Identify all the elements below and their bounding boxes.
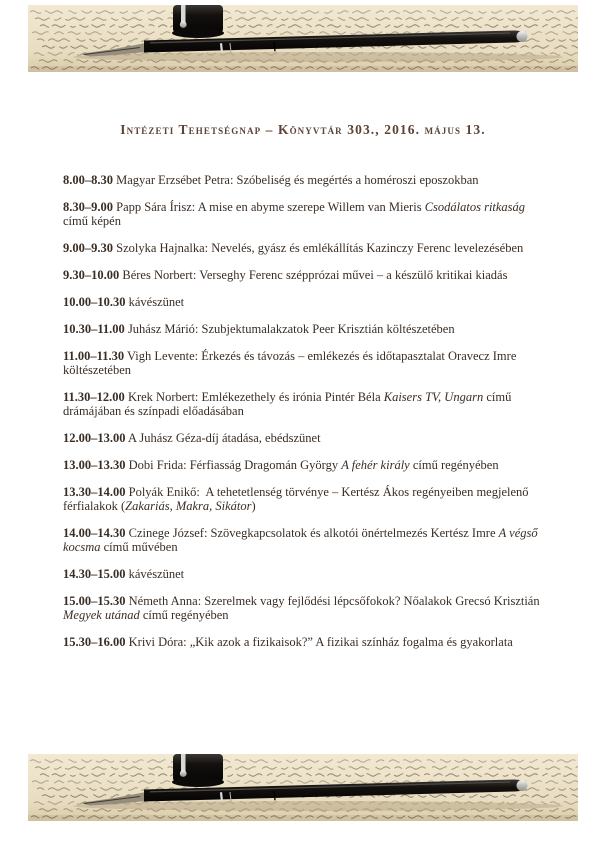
entry-text: Magyar Erzsébet Petra: Szóbeliség és megértés a homéroszi eposzokban (116, 173, 479, 187)
entry-time: 9.00–9.30 (63, 241, 113, 255)
entry-time: 14.00–14.30 (63, 526, 126, 540)
schedule-entry (63, 431, 543, 445)
schedule-entry (63, 349, 543, 377)
schedule-entry (63, 390, 543, 418)
entry-time: 10.00–10.30 (63, 295, 126, 309)
schedule-entry (63, 458, 543, 472)
entry-text: című regényében (409, 458, 499, 472)
entry-text: Kaisers TV, Ungarn (383, 390, 484, 404)
entry-text: A fehér király (341, 458, 410, 472)
entry-time: 15.30–16.00 (63, 635, 126, 649)
entry-time: 13.30–14.00 (63, 485, 126, 499)
entry-time: 10.30–11.00 (63, 322, 125, 336)
schedule-entry (63, 241, 543, 255)
entry-text: Polyák Enikő: A tehetetlenség törvénye – Kertész Ákos regényeiben megjelenő férfialakok ( (63, 485, 532, 513)
entry-text: Béres Norbert: Verseghy Ferenc szépprózai művei – a készülő kritikai kiadás (122, 268, 508, 282)
schedule-entry (63, 295, 543, 309)
entry-text: kávészünet (128, 295, 185, 309)
entry-text: Zakariás, Makra, Sikátor (125, 499, 252, 513)
entry-text: Megyek utánad (63, 608, 140, 622)
entry-text: Dobi Frida: Férfiasság Dragomán György (128, 458, 342, 472)
schedule-entry (63, 485, 543, 513)
entry-text: című regényében (139, 608, 229, 622)
entry-time: 8.30–9.00 (63, 200, 113, 214)
entry-text: A végső kocsma (63, 526, 541, 554)
schedule-entry (63, 526, 543, 554)
entry-text: A Juhász Géza-díj átadása, ebédszünet (127, 431, 321, 445)
entry-text: Papp Sára Írisz: A mise en abyme szerepe Willem van Mieris (116, 200, 425, 214)
entry-text: Krek Norbert: Emlékezethely és irónia Pintér Béla (127, 390, 384, 404)
entry-text: Szolyka Hajnalka: Nevelés, gyász és emlékállítás Kazinczy Ferenc levelezésében (116, 241, 524, 255)
schedule-entry (63, 567, 543, 581)
entry-text: Juhász Márió: Szubjektumalakzatok Peer Krisztián költészetében (127, 322, 455, 336)
entry-text: Vigh Levente: Érkezés és távozás – emlékezés és időtapasztalat Oravecz Imre költészetében (63, 349, 520, 377)
entry-text: Németh Anna: Szerelmek vagy fejlődési lépcsőfokok? Nőalakok Grecsó Krisztián (128, 594, 543, 608)
entry-text: Csodálatos ritkaság (424, 200, 526, 214)
footer-decoration-image (28, 754, 578, 821)
entry-text: Krivi Dóra: „Kik azok a fizikaisok?” A fizikai színház fogalma és gyakorlata (128, 635, 513, 649)
schedule-entry (63, 635, 543, 649)
entry-time: 11.00–11.30 (63, 349, 125, 363)
entry-text: című művében (100, 540, 178, 554)
entry-text: kávészünet (128, 567, 185, 581)
entry-text: című drámájában és színpadi előadásában (63, 390, 515, 418)
entry-text: című képén (63, 200, 529, 228)
schedule-entry (63, 200, 543, 228)
schedule-entry (63, 322, 543, 336)
schedule-entry (63, 173, 543, 187)
program-document (0, 72, 606, 662)
entry-text: Czinege József: Szövegkapcsolatok és alkotói önértelmezés Kertész Imre (128, 526, 499, 540)
entry-time: 13.00–13.30 (63, 458, 126, 472)
schedule-entry (63, 594, 543, 622)
header-decoration-image (28, 5, 578, 72)
entry-time: 12.00–13.00 (63, 431, 126, 445)
page-title: Intézeti Tehetségnap – Könyvtár 303., 2016. május 13. (120, 122, 486, 137)
schedule-list (63, 173, 543, 649)
entry-time: 8.00–8.30 (63, 173, 113, 187)
entry-time: 14.30–15.00 (63, 567, 126, 581)
entry-time: 9.30–10.00 (63, 268, 120, 282)
entry-time: 11.30–12.00 (63, 390, 125, 404)
schedule-entry (63, 268, 543, 282)
entry-time: 15.00–15.30 (63, 594, 126, 608)
entry-text: ) (251, 499, 256, 513)
